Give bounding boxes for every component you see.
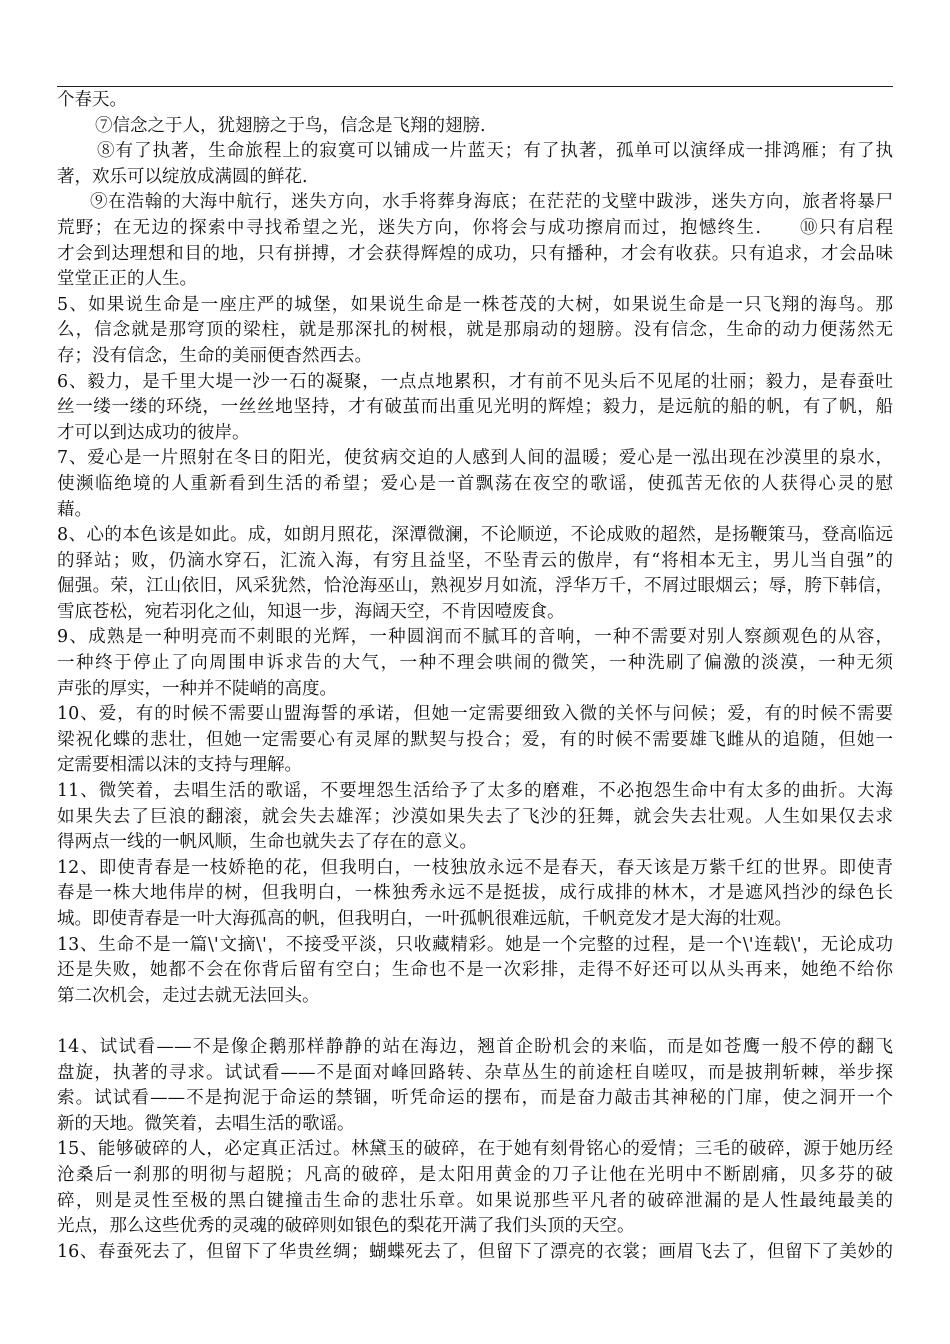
text-line: 16、春蚕死去了，但留下了华贵丝绸；蝴蝶死去了，但留下了漂亮的衣裳；画眉飞去了，但留下了美妙的 (57, 1241, 893, 1262)
text-line: 索。试试看——不是拘泥于命运的禁锢，听凭命运的摆布，而是奋力敲击其神秘的门扉，使之洞开一个 (57, 1088, 893, 1109)
text-line: 7、爱心是一片照射在冬日的阳光，使贫病交迫的人感到人间的温暖；爱心是一泓出现在沙漠里的泉水， (57, 448, 893, 469)
text-line: 藉。 (57, 499, 92, 520)
text-line: 14、试试看——不是像企鹅那样静静的站在海边，翘首企盼机会的来临，而是如苍鹰一般不停的翻飞 (57, 1036, 893, 1057)
paragraph (57, 702, 893, 779)
text-line: 荒野；在无边的探索中寻找希望之光，迷失方向，你将会与成功擦肩而过，抱憾终生. ⑩只有启程 (57, 217, 893, 238)
text-line: 6、毅力，是千里大堤一沙一石的凝聚，一点点地累积，才有前不见头后不见尾的壮丽；毅力，是春蚕吐 (57, 371, 893, 392)
text-line: 堂堂正正的人生。 (57, 269, 197, 290)
text-line: 使濒临绝境的人重新看到生活的希望；爱心是一首飘荡在夜空的歌谣，使孤苦无依的人获得心灵的慰 (57, 473, 893, 494)
text-line: ⑨在浩翰的大海中航行，迷失方向，水手将葬身海底；在茫茫的戈壁中跋涉，迷失方向，旅者将暴尸 (90, 192, 893, 213)
paragraph (57, 114, 893, 140)
paragraph (57, 933, 893, 1010)
text-line: 得两点一线的一帆风顺，生命也就失去了存在的意义。 (57, 832, 477, 853)
paragraph (57, 625, 893, 702)
text-line: 丝一缕一缕的环绕，一丝丝地坚持，才有破茧而出重见光明的辉煌；毅力，是远航的船的帆，有了帆，船 (57, 397, 893, 418)
text-line: 存；没有信念，生命的美丽便杳然西去。 (57, 345, 372, 366)
text-line: 盘旋，执著的寻求。试试看——不是面对峰回路转、杂草丛生的前途枉自嗟叹，而是披荆斩棘，举步探 (57, 1062, 893, 1083)
text-line: 还是失败，她都不会在你背后留有空白；生命也不是一次彩排，走得不好还可以从头再来，她绝不给你 (57, 960, 893, 981)
text-line: 碎，则是灵性至极的黑白键撞击生命的悲壮乐章。如果说那些平凡者的破碎泄漏的是人性最纯最美的 (57, 1190, 893, 1211)
text-line: ⑧有了执著，生命旅程上的寂寞可以铺成一片蓝天；有了执著，孤单可以演绎成一排鸿雁；有了执 (97, 141, 893, 162)
text-line: 的驿站；败，仍滴水穿石，汇流入海，有穷且益坚，不坠青云的傲岸，有“将相本无主，男儿当自强”的 (57, 550, 893, 571)
document-body (57, 88, 893, 1265)
blank-line (57, 1009, 893, 1035)
paragraph (57, 139, 893, 190)
text-line: 么，信念就是那穹顶的梁柱，就是那深扎的树根，就是那扇动的翅膀。没有信念，生命的动力便荡然无 (57, 320, 893, 341)
text-line: 10、爱，有的时候不需要山盟海誓的承诺，但她一定需要细致入微的关怀与问候；爱，有的时候不需要 (57, 704, 893, 725)
paragraph (57, 293, 893, 370)
text-line: 如果失去了巨浪的翻滚，就会失去雄浑；沙漠如果失去了飞沙的狂舞，就会失去壮观。人生如果仅去求 (57, 806, 893, 827)
text-line: 沧桑后一刹那的明彻与超脱；凡高的破碎，是太阳用黄金的刀子让他在光明中不断剧痛，贝多芬的破 (57, 1164, 893, 1185)
text-line: 一种终于停止了向周围申诉求告的大气，一种不理会哄闹的微笑，一种洗刷了偏激的淡漠，一种无须 (57, 653, 893, 674)
text-line: 个春天。 (57, 90, 127, 110)
paragraph (57, 190, 893, 292)
header-rule (57, 86, 893, 87)
text-line: 13、生命不是一篇\'文摘\'，不接受平淡，只收藏精彩。她是一个完整的过程，是一个\'连载\'，无论成功 (57, 934, 893, 955)
text-line: 才可以到达成功的彼岸。 (57, 422, 250, 443)
paragraph (57, 1240, 893, 1266)
text-line: 8、心的本色该是如此。成，如朗月照花，深潭微澜，不论顺逆，不论成败的超然，是扬鞭策马，登高临远 (57, 525, 893, 546)
text-line: 光点，那么这些优秀的灵魂的破碎则如银色的梨花开满了我们头顶的天空。 (57, 1216, 635, 1237)
text-line: 定需要相濡以沫的支持与理解。 (57, 755, 302, 776)
text-line: 雪底苍松，宛若羽化之仙，知退一步，海阔天空，不肯因噎废食。 (57, 601, 565, 622)
paragraph (57, 446, 893, 523)
text-line: 声张的厚实，一种并不陡峭的高度。 (57, 678, 337, 699)
text-line: 才会到达理想和目的地，只有拼搏，才会获得辉煌的成功，只有播种，才会有收获。只有追求，才会品味 (57, 243, 893, 264)
text-line: 城。即使青春是一叶大海孤高的帆，但我明白，一叶孤帆很难远航，千帆竞发才是大海的壮观。 (57, 909, 792, 929)
paragraph (57, 523, 893, 625)
paragraph (57, 856, 893, 933)
text-line: 著，欢乐可以绽放成满圆的鲜花. (57, 166, 308, 187)
text-line: 5、如果说生命是一座庄严的城堡，如果说生命是一株苍茂的大树，如果说生命是一只飞翔的海鸟。那 (57, 294, 893, 315)
paragraph (57, 779, 893, 856)
text-line: 倔强。荣，江山依旧，风采犹然，恰沧海巫山，熟视岁月如流，浮华万千，不屑过眼烟云；辱，胯下韩信， (57, 576, 893, 597)
text-line: 梁祝化蝶的悲壮，但她一定需要心有灵犀的默契与投合；爱，有的时候不需要雄飞雌从的追随，但她一 (57, 729, 893, 750)
text-line: 11、微笑着，去唱生活的歌谣，不要埋怨生活给予了太多的磨难，不必抱怨生命中有太多的曲折。大海 (57, 781, 893, 802)
paragraph (57, 1137, 893, 1239)
text-line: 第二次机会，走过去就无法回头。 (57, 985, 320, 1006)
text-line: 春是一株大地伟岸的树，但我明白，一株独秀永远不是挺拔，成行成排的林木，才是遮风挡沙的绿色长 (57, 883, 893, 904)
text-line: ⑦信念之于人，犹翅膀之于鸟，信念是飞翔的翅膀. (95, 115, 486, 136)
text-line: 15、能够破碎的人，必定真正活过。林黛玉的破碎，在于她有刻骨铭心的爱情；三毛的破碎，源于她历经 (57, 1139, 893, 1160)
paragraph (57, 88, 893, 114)
text-line: 9、成熟是一种明亮而不刺眼的光辉，一种圆润而不腻耳的音响，一种不需要对别人察颜观色的从容， (57, 627, 893, 648)
text-line: 12、即使青春是一枝娇艳的花，但我明白，一枝独放永远不是春天，春天该是万紫千红的世界。即使青 (57, 857, 893, 878)
text-line: 新的天地。微笑着，去唱生活的歌谣。 (57, 1113, 355, 1134)
paragraph (57, 370, 893, 447)
paragraph (57, 1035, 893, 1137)
